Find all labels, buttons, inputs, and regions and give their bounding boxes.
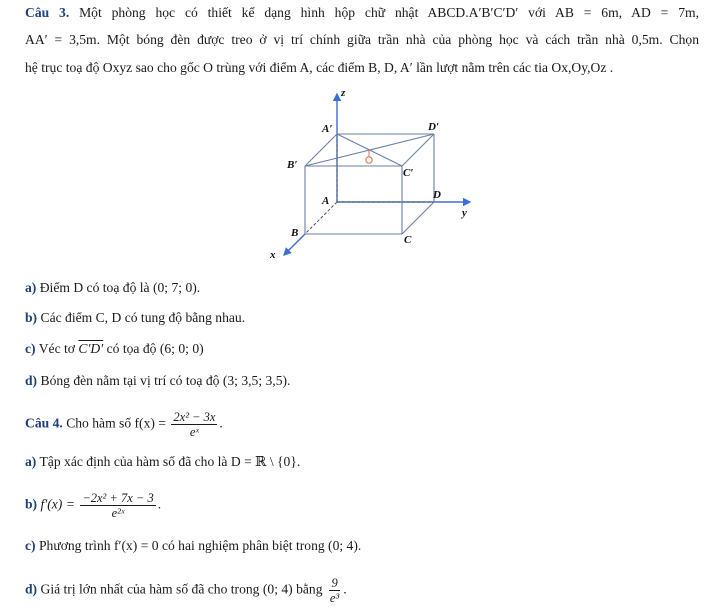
label-z: z (341, 87, 346, 99)
q3-label: Câu 3. (25, 5, 70, 20)
q3-line-2: AA′ = 3,5m. Một bóng đèn được treo ở vị trí chính giữa trần nhà của phòng học và cách trần nhà 0,5m. Chọn (25, 32, 699, 47)
vector-cd: C′D′ (78, 341, 104, 356)
max-value-fraction: $\frac{9}{\text{e³}}$ (329, 576, 340, 605)
q4-header: Câu 4. Cho hàm số f(x) = $\frac{\text{2x² − 3x}}{\text{eˣ}}$ . (25, 410, 223, 439)
label-a1: A′ (322, 123, 333, 135)
q3-text-1: Một phòng học có thiết kế dạng hình hộp chữ nhật ABCD.A′B′C′D′ với AB = 6m, AD = 7m, (79, 5, 699, 20)
q3-option-a: a) Điểm D có toạ độ là (0; 7; 0). (25, 280, 201, 295)
q4-label: Câu 4. (25, 415, 63, 431)
label-b: B (291, 227, 299, 239)
q4-option-b: b) f′(x) = $\frac{\text{−2x² + 7x − 3}}{\text{e²ˣ}}$ . (25, 491, 162, 520)
q4-function-fraction: $\frac{\text{2x² − 3x}}{\text{eˣ}}$ (173, 410, 216, 439)
q4-option-c: c) Phương trình f′(x) = 0 có hai nghiệm phân biệt trong (0; 4). (25, 538, 362, 553)
box-figure (262, 82, 482, 272)
derivative-fraction: $\frac{\text{−2x² + 7x − 3}}{\text{e²ˣ}}$ (82, 491, 154, 520)
label-c: C (404, 234, 412, 246)
label-d1: D′ (428, 121, 440, 133)
label-a: A (322, 195, 330, 207)
label-x: x (270, 249, 276, 261)
label-d: D (433, 189, 441, 201)
q4-option-a: a) Tập xác định của hàm số đã cho là D = ℝ \ {0}. (25, 454, 301, 469)
hidden-edges (305, 134, 434, 234)
q3-line-1 (25, 4, 699, 22)
q3-option-d: d) Bóng đèn nằm tại vị trí có toạ độ (3; 3,5; 3,5). (25, 373, 291, 388)
q3-option-b: b) Các điểm C, D có tung độ bằng nhau. (25, 310, 246, 325)
lamp-icon (366, 157, 372, 163)
label-y: y (462, 207, 467, 219)
q4-option-d: d) Giá trị lớn nhất của hàm số đã cho trong (0; 4) bằng $\frac{9}{\text{e³}}$ . (25, 576, 347, 605)
visible-edges (305, 134, 434, 234)
label-c1: C′ (403, 167, 414, 179)
label-b1: B′ (287, 159, 298, 171)
q3-option-c: c) Véc tơ C′D′ có tọa độ (6; 0; 0) (25, 341, 204, 356)
q3-line-3: hệ trục toạ độ Oxyz sao cho gốc O trùng với điểm A, các điểm B, D, A′ lần lượt nằm trên các tia Ox,Oy,Oz . (25, 60, 614, 75)
